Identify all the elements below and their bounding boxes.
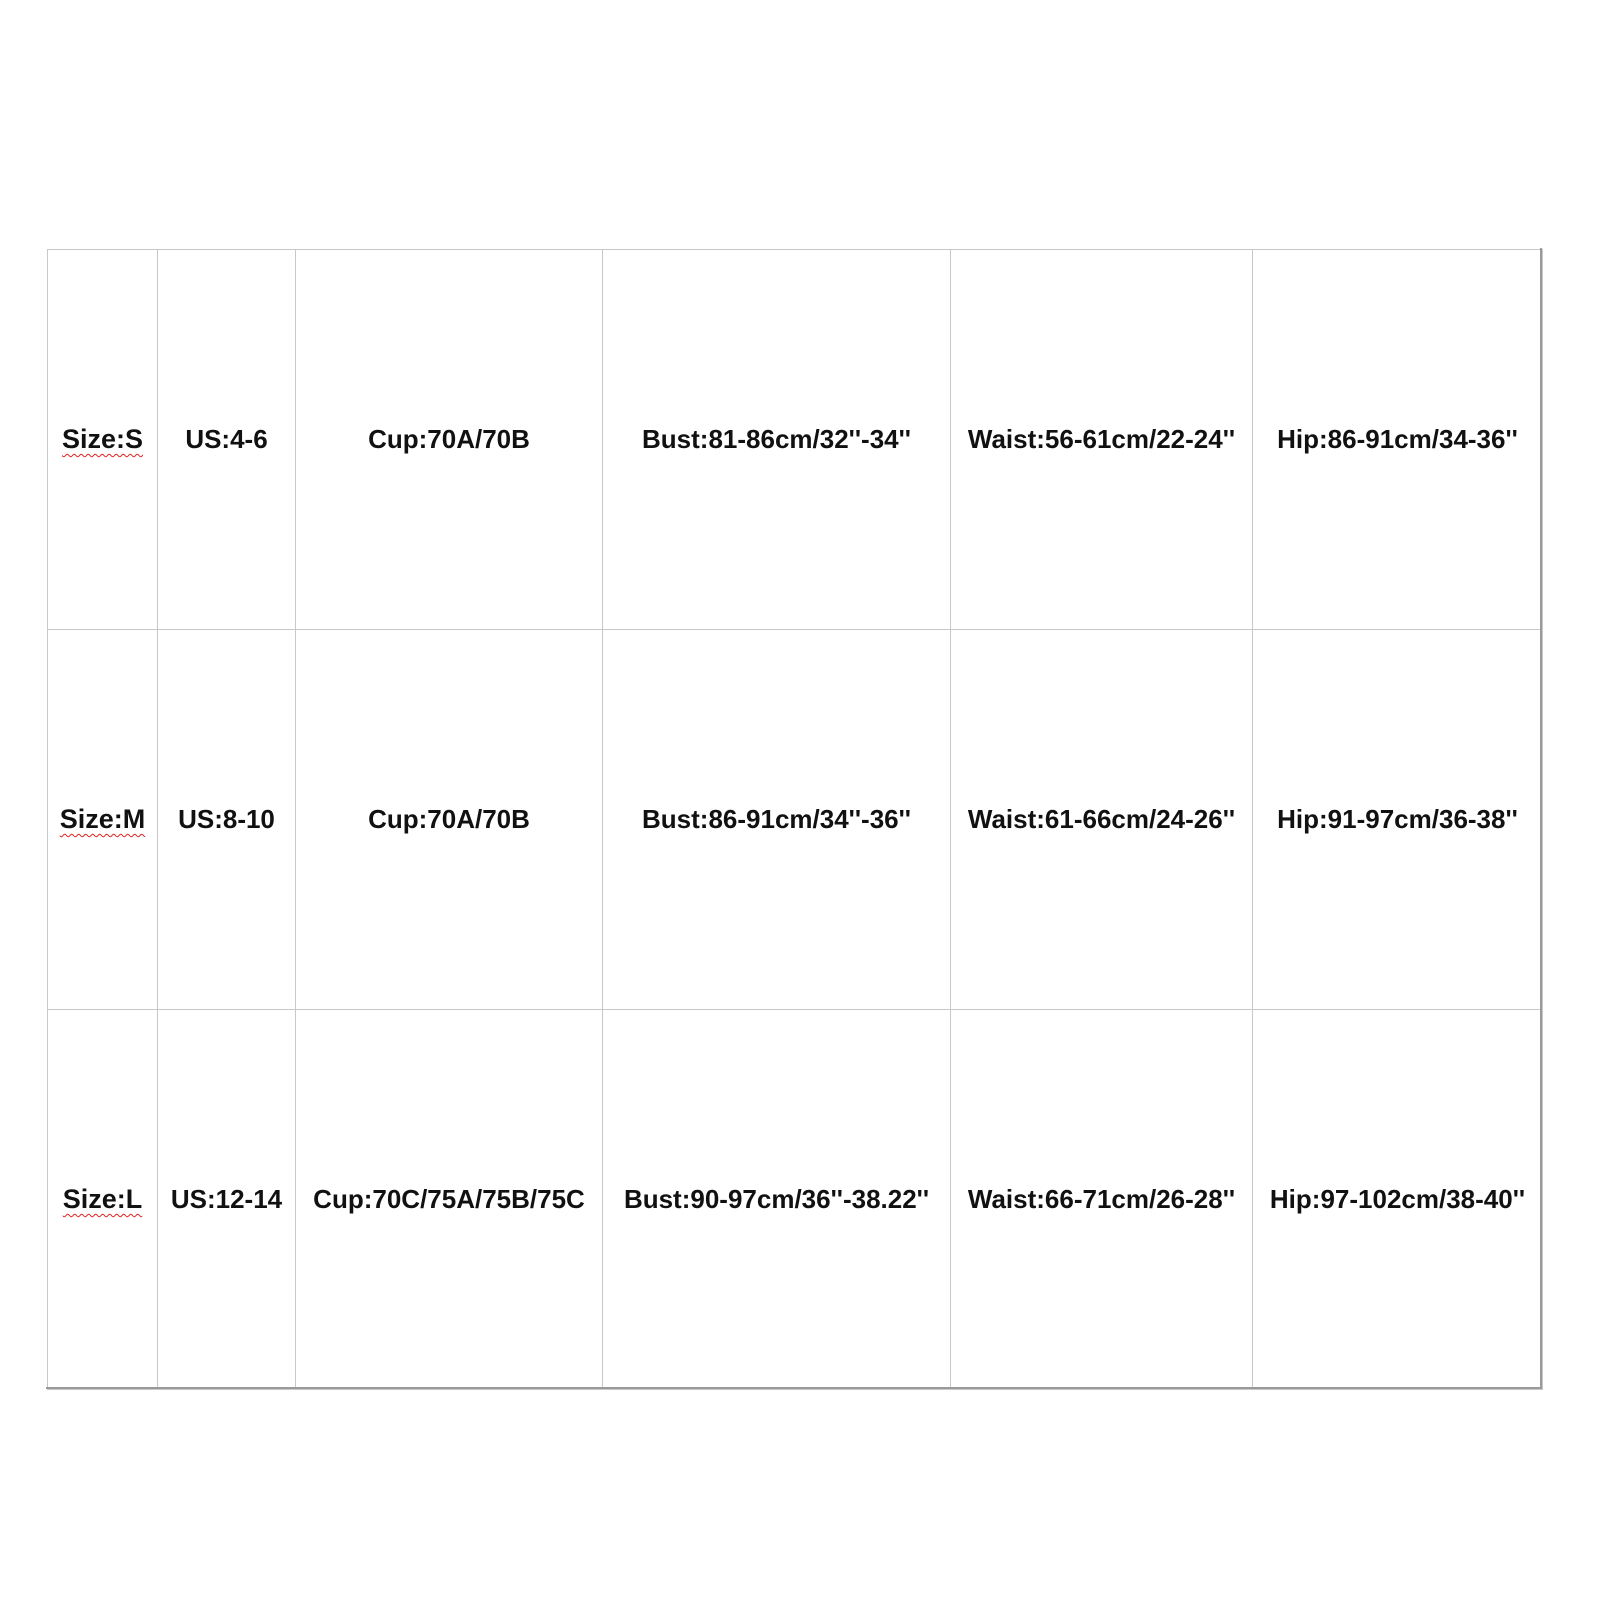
cup-cell: Cup:70A/70B <box>296 250 603 630</box>
hip-cell: Hip:97-102cm/38-40'' <box>1253 1010 1543 1390</box>
hip-cell: Hip:86-91cm/34-36'' <box>1253 250 1543 630</box>
us-size-cell: US:4-6 <box>158 250 296 630</box>
size-cell <box>48 630 158 1010</box>
size-label: Size:M <box>59 804 146 834</box>
hip-cell: Hip:91-97cm/36-38'' <box>1253 630 1543 1010</box>
size-label: Size:S <box>61 424 144 454</box>
size-chart-table <box>47 249 1543 1390</box>
size-label: Size:L <box>62 1184 143 1214</box>
table-row <box>48 630 1543 1010</box>
cup-cell: Cup:70A/70B <box>296 630 603 1010</box>
cup-cell: Cup:70C/75A/75B/75C <box>296 1010 603 1390</box>
table-row <box>48 1010 1543 1390</box>
size-cell <box>48 1010 158 1390</box>
table-row <box>48 250 1543 630</box>
us-size-cell: US:8-10 <box>158 630 296 1010</box>
size-cell <box>48 250 158 630</box>
bust-cell: Bust:81-86cm/32''-34'' <box>603 250 951 630</box>
bust-cell: Bust:86-91cm/34''-36'' <box>603 630 951 1010</box>
bust-cell: Bust:90-97cm/36''-38.22'' <box>603 1010 951 1390</box>
waist-cell: Waist:56-61cm/22-24'' <box>951 250 1253 630</box>
waist-cell: Waist:61-66cm/24-26'' <box>951 630 1253 1010</box>
us-size-cell: US:12-14 <box>158 1010 296 1390</box>
waist-cell: Waist:66-71cm/26-28'' <box>951 1010 1253 1390</box>
